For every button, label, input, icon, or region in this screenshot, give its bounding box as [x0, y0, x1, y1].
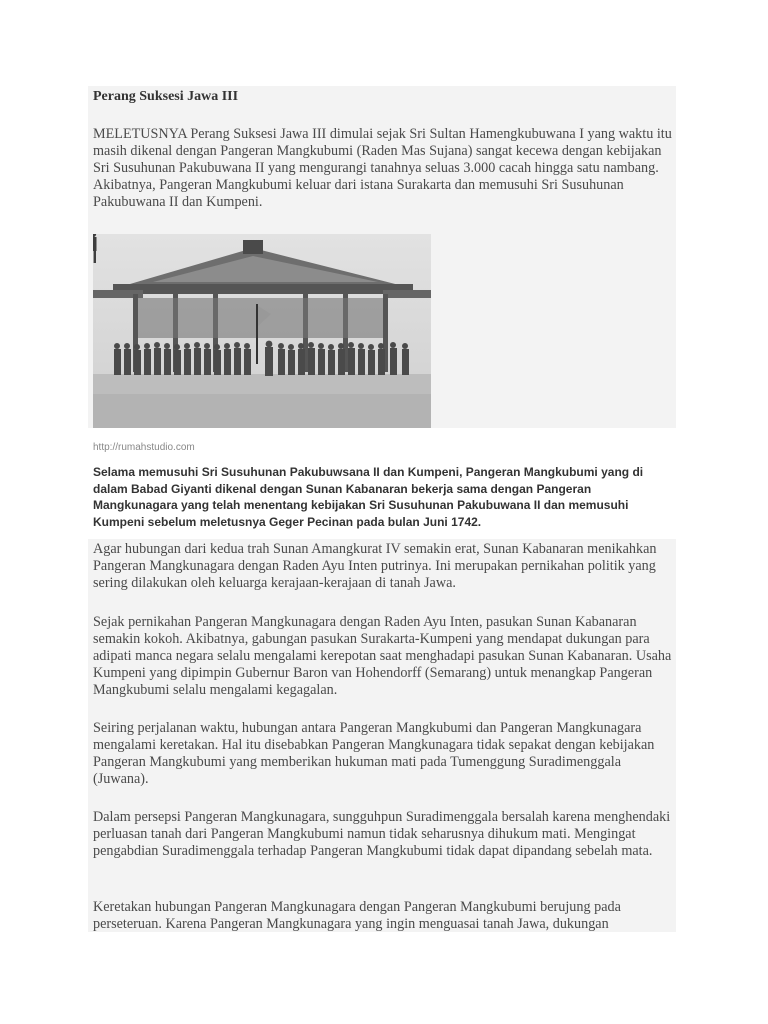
body-paragraph: Sejak pernikahan Pangeran Mangkunagara dengan Raden Ayu Inten, pasukan Sunan Kabanaran semakin kokoh. Akibatnya, gabungan pasukan Surakarta-Kumpeni yang mendapat dukungan para adipati manca negara selalu mengalami kerepotan saat menghadapi pasukan Sunan Kabanaran. Usaha Kumpeni yang dipimpin Gubernur Baron van Hohendorff (Semarang) untuk menangkap Pangeran Mangkubumi selalu mengalami kegagalan.	[93, 614, 672, 698]
historical-photo	[93, 234, 431, 428]
body-paragraph: Seiring perjalanan waktu, hubungan antara Pangeran Mangkubumi dan Pangeran Mangkunagara mengalami keretakan. Hal itu disebabkan Pangeran Mangkunagara tidak sepakat dengan kebijakan Pangeran Mangkubumi yang memberikan hukuman mati pada Tumenggung Suradimenggala (Juwana).	[93, 720, 655, 787]
photo-caption: Selama memusuhi Sri Susuhunan Pakubuwsana II dan Kumpeni, Pangeran Mangkubumi yang di dalam Babad Giyanti dikenal dengan Sunan Kabanaran bekerja sama dengan Pangeran Mangkunagara yang telah menentang kebijakan Sri Susuhunan Pakubuwana II dan memusuhi Kumpeni sebelum meletusnya Geger Pecinan pada bulan Juni 1742.	[93, 465, 644, 529]
body-paragraph: Agar hubungan dari kedua trah Sunan Amangkurat IV semakin erat, Sunan Kabanaran menikahkan Pangeran Mangkunagara dengan Raden Ayu Inten putrinya. Ini merupakan pernikahan politik yang sering dilakukan oleh keluarga kerajaan-kerajaan di tanah Jawa.	[93, 541, 657, 591]
intro-paragraph: MELETUSNYA Perang Suksesi Jawa III dimulai sejak Sri Sultan Hamengkubuwana I yang waktu itu masih dikenal dengan Pangeran Mangkubumi (Raden Mas Sujana) sangat kecewa dengan kebijakan Sri Susuhunan Pakubuwana II yang mengurangi tanahnya seluas 3.000 cacah hingga satu nambang. Akibatnya, Pangeran Mangkubumi keluar dari istana Surakarta dan memusuhi Sri Susuhunan Pakubuwana II dan Kumpeni.	[93, 126, 672, 210]
photo-source-url[interactable]: http://rumahstudio.com	[93, 442, 195, 453]
body-paragraph: Keretakan hubungan Pangeran Mangkunagara dengan Pangeran Mangkubumi berujung pada perseteruan. Karena Pangeran Mangkunagara yang ingin menguasai tanah Jawa, dukungan	[93, 899, 621, 932]
article-title: Perang Suksesi Jawa III	[93, 89, 239, 104]
body-paragraph: Dalam persepsi Pangeran Mangkunagara, sungguhpun Suradimenggala bersalah karena menghendaki perluasan tanah dari Pangeran Mangkubumi namun tidak seharusnya dihukum mati. Mengingat pengabdian Suradimenggala terhadap Pangeran Mangkubumi tidak dapat dipandang sebelah mata.	[93, 809, 671, 859]
